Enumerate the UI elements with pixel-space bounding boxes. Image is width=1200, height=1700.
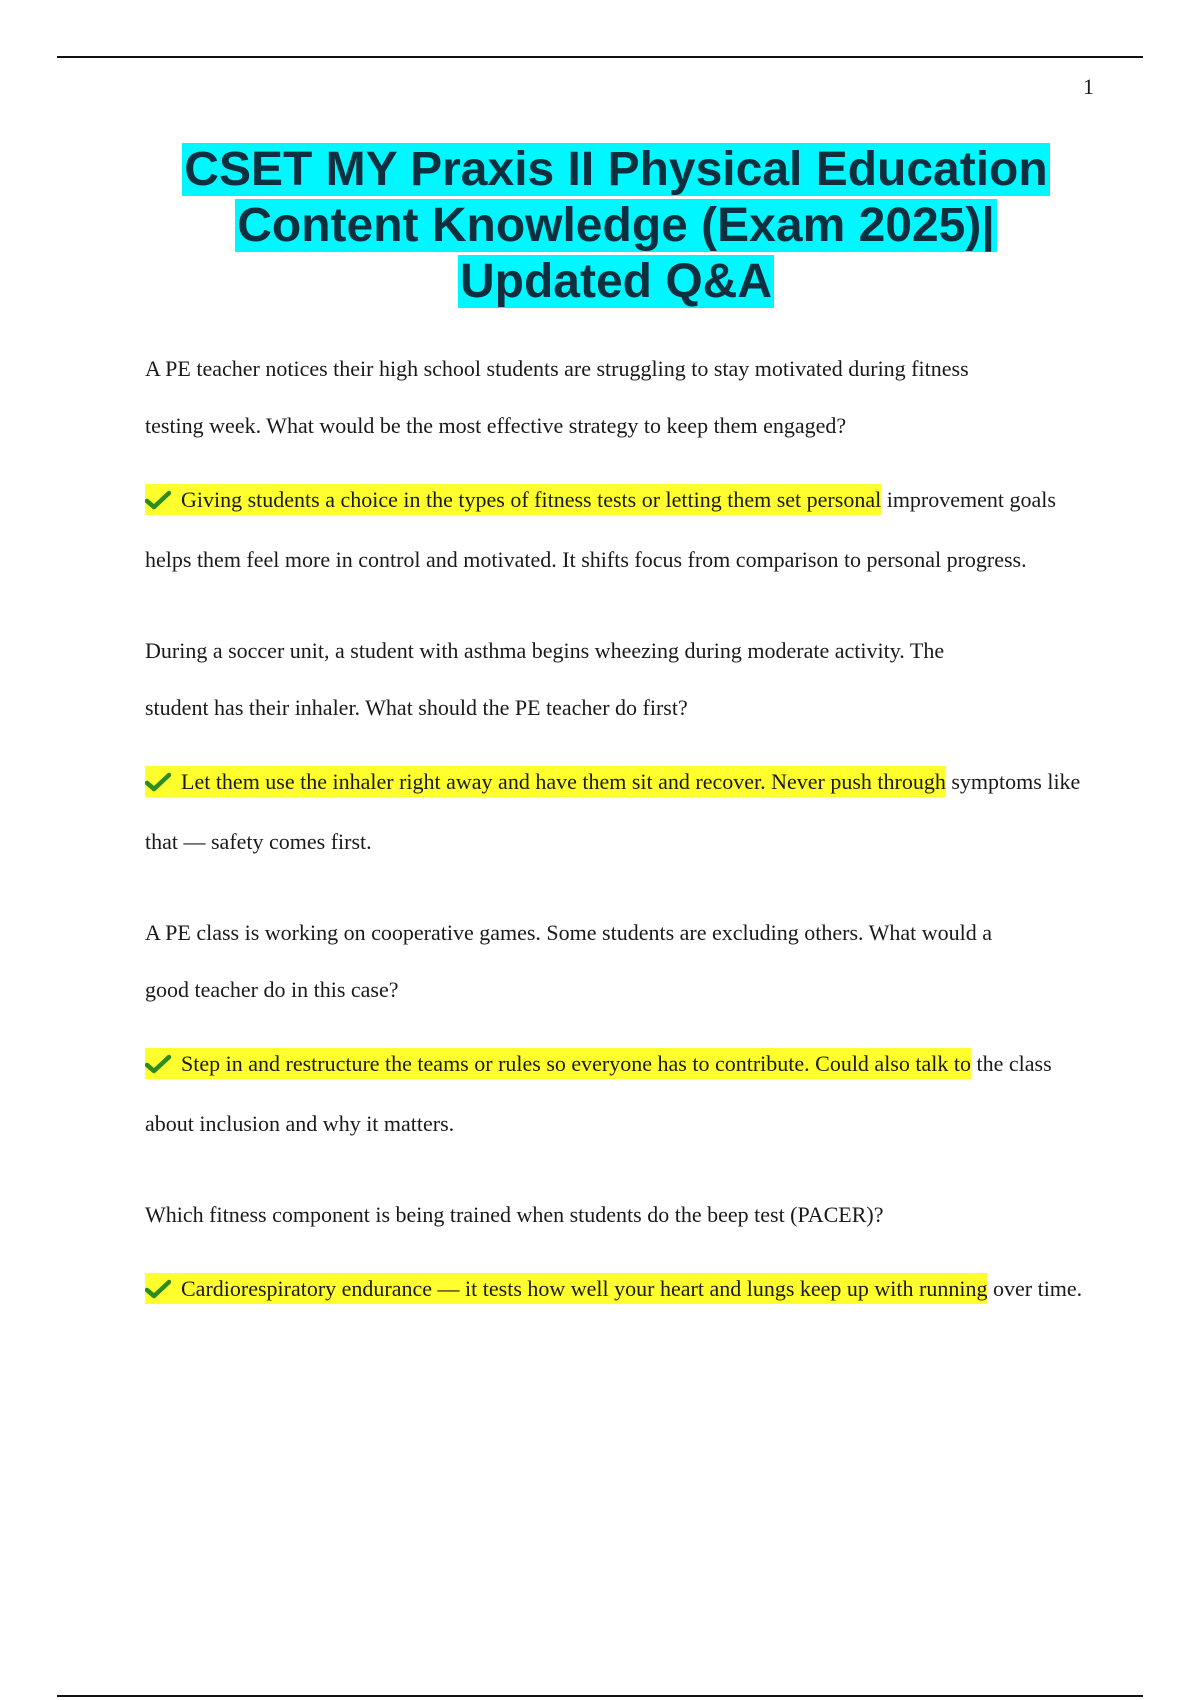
answer [145,470,1090,590]
answer [145,752,1090,872]
answer-text: improvement goals helps them feel more in control and motivated. It shifts focus from comparison to personal progress. [145,487,1056,572]
check-icon [145,1054,171,1074]
top-rule [57,56,1143,58]
answer-text: symptoms like that — safety comes first. [145,769,1081,854]
qa-item [145,638,1090,872]
answer-text: over time. [992,1276,1083,1301]
qa-item [145,920,1090,1154]
answer-highlighted-text: Step in and restructure the teams or rules so everyone has to contribute. Could also talk to [181,1051,971,1076]
answer-highlighted-text: Giving students a choice in the types of fitness tests or letting them set personal [181,487,882,512]
answer-highlight [145,1048,971,1079]
qa-item [145,356,1090,590]
title-line-3: Updated Q&A [460,255,772,308]
answer-highlight [145,1273,987,1304]
answer-highlighted-text: Let them use the inhaler right away and have them sit and recover. Never push through [181,769,946,794]
answer [145,1034,1090,1154]
question-text: A PE class is working on cooperative games. Some students are excluding others. What would a good teacher do in this case? [145,920,993,1002]
answer-text: the class about inclusion and why it matters. [145,1051,1052,1136]
check-icon [145,772,171,792]
check-icon [145,1279,171,1299]
answer-highlight [145,484,881,515]
answer-highlighted-text: Cardiorespiratory endurance — it tests how well your heart and lungs keep up with running [181,1276,988,1301]
bottom-rule [57,1695,1143,1697]
document-title [130,142,1102,310]
check-icon [145,490,171,510]
qa-item [145,1202,1090,1319]
title-line-1: CSET MY Praxis II Physical Education [184,143,1048,196]
answer [145,1259,1090,1319]
question-text: During a soccer unit, a student with asthma begins wheezing during moderate activity. The student has their inhaler. What should the PE teacher do first? [145,638,945,720]
question-text: Which fitness component is being trained when students do the beep test (PACER)? [145,1202,884,1227]
title-line-2: Content Knowledge (Exam 2025)| [237,199,995,252]
question-text: A PE teacher notices their high school students are struggling to stay motivated during fitness testing week. What would be the most effective strategy to keep them engaged? [145,356,969,438]
page-number: 1 [1083,74,1094,99]
qa-list [145,356,1090,1367]
answer-highlight [145,766,946,797]
